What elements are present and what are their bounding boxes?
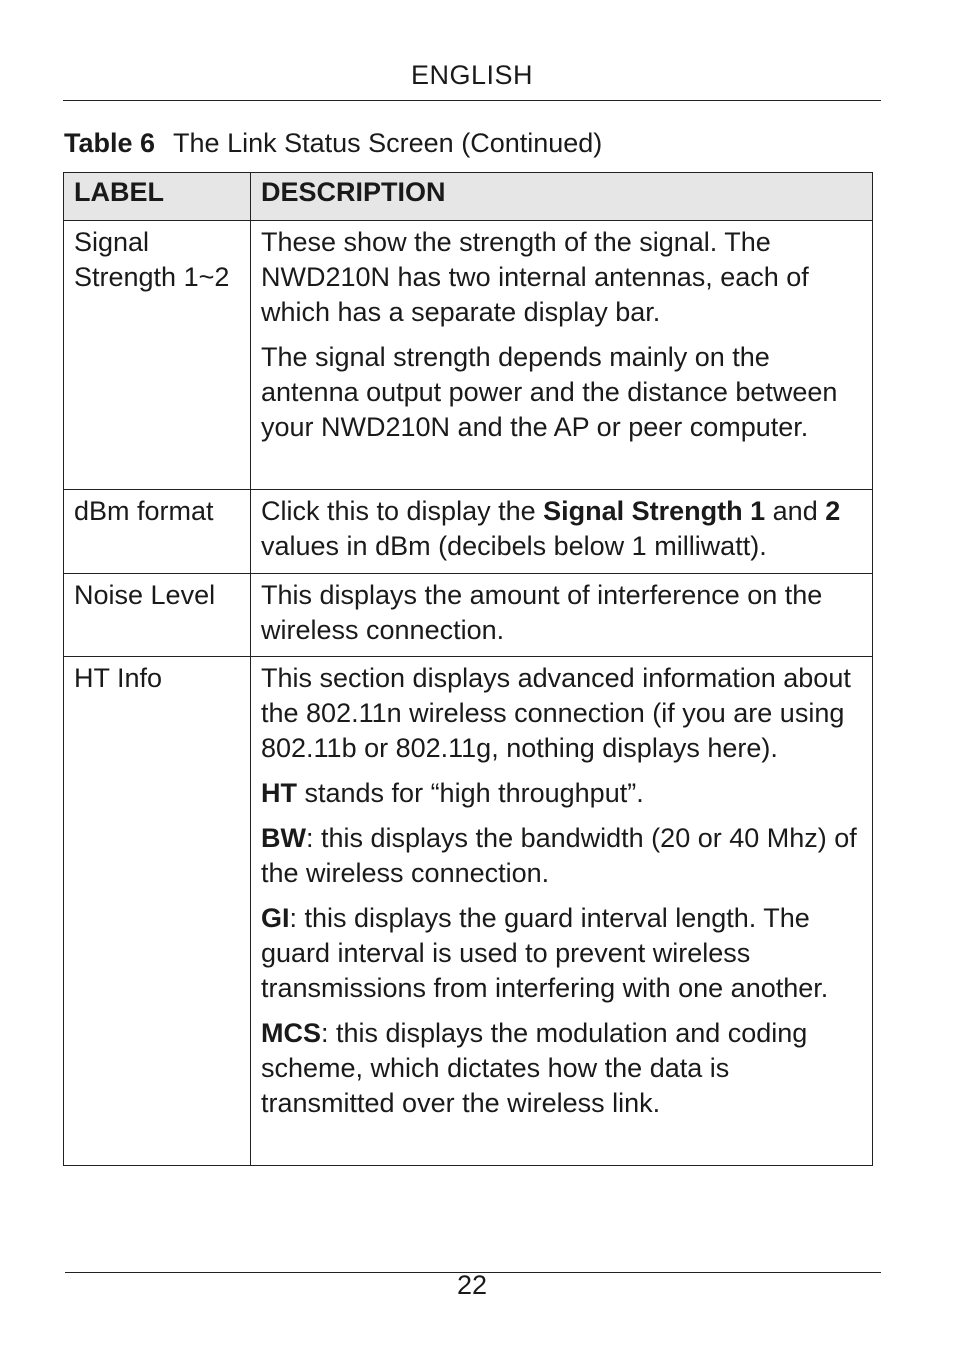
header-divider xyxy=(63,100,881,101)
table-row-dbm-format xyxy=(64,490,873,574)
text-run: : this displays the modulation and coding scheme, which dictates how the data is transmitted over the wireless link. xyxy=(261,1018,808,1118)
table-row-ht-info xyxy=(64,657,873,1166)
bold-term: GI xyxy=(261,903,290,933)
description-paragraph xyxy=(261,821,864,891)
table-caption-number: Table 6 xyxy=(64,128,156,158)
description-paragraph: These show the strength of the signal. The NWD210N has two internal antennas, each of which has a separate display bar. xyxy=(261,227,809,327)
table-row-noise-level xyxy=(64,574,873,657)
text-run: : this displays the bandwidth (20 or 40 Mhz) of the wireless connection. xyxy=(261,823,857,888)
row-description xyxy=(251,574,873,657)
text-run: Click this to display the xyxy=(261,496,544,526)
text-run: : this displays the guard interval length. The guard interval is used to prevent wireless transmissions from interfering with one another. xyxy=(261,903,829,1003)
bold-term: MCS xyxy=(261,1018,321,1048)
table-caption-title: The Link Status Screen (Continued) xyxy=(173,128,603,158)
bold-term: Signal Strength 1 xyxy=(543,496,766,526)
bold-term: HT xyxy=(261,778,297,808)
row-description xyxy=(251,490,873,574)
column-header-description: DESCRIPTION xyxy=(251,173,873,221)
table-row-signal-strength xyxy=(64,221,873,490)
text-run: and xyxy=(765,496,826,526)
bold-term: 2 xyxy=(825,496,841,526)
row-description xyxy=(251,221,873,490)
row-label: dBm format xyxy=(64,490,251,574)
page-number: 22 xyxy=(456,1270,488,1300)
description-paragraph: The signal strength depends mainly on the antenna output power and the distance between your NWD210N and the AP or peer computer. xyxy=(261,342,838,442)
table-header-row xyxy=(64,173,873,221)
description-paragraph xyxy=(261,776,864,811)
description-paragraph: This displays the amount of interference on the wireless connection. xyxy=(261,580,823,645)
page-header-language: ENGLISH xyxy=(410,60,534,90)
column-header-label: LABEL xyxy=(64,173,251,221)
row-description xyxy=(251,657,873,1166)
text-run: stands for “high throughput”. xyxy=(297,778,644,808)
row-label: Signal Strength 1~2 xyxy=(64,221,251,490)
bold-term: BW xyxy=(261,823,306,853)
table-caption xyxy=(64,128,602,159)
row-label: Noise Level xyxy=(64,574,251,657)
text-run: values in dBm (decibels below 1 milliwatt). xyxy=(261,531,767,561)
description-paragraph xyxy=(261,901,864,1006)
description-paragraph: This section displays advanced information about the 802.11n wireless connection (if you are using 802.11b or 802.11g, nothing displays here). xyxy=(261,663,851,763)
description-paragraph xyxy=(261,1016,864,1121)
description-paragraph xyxy=(261,494,864,564)
link-status-table xyxy=(63,172,873,1166)
row-label: HT Info xyxy=(64,657,251,1166)
